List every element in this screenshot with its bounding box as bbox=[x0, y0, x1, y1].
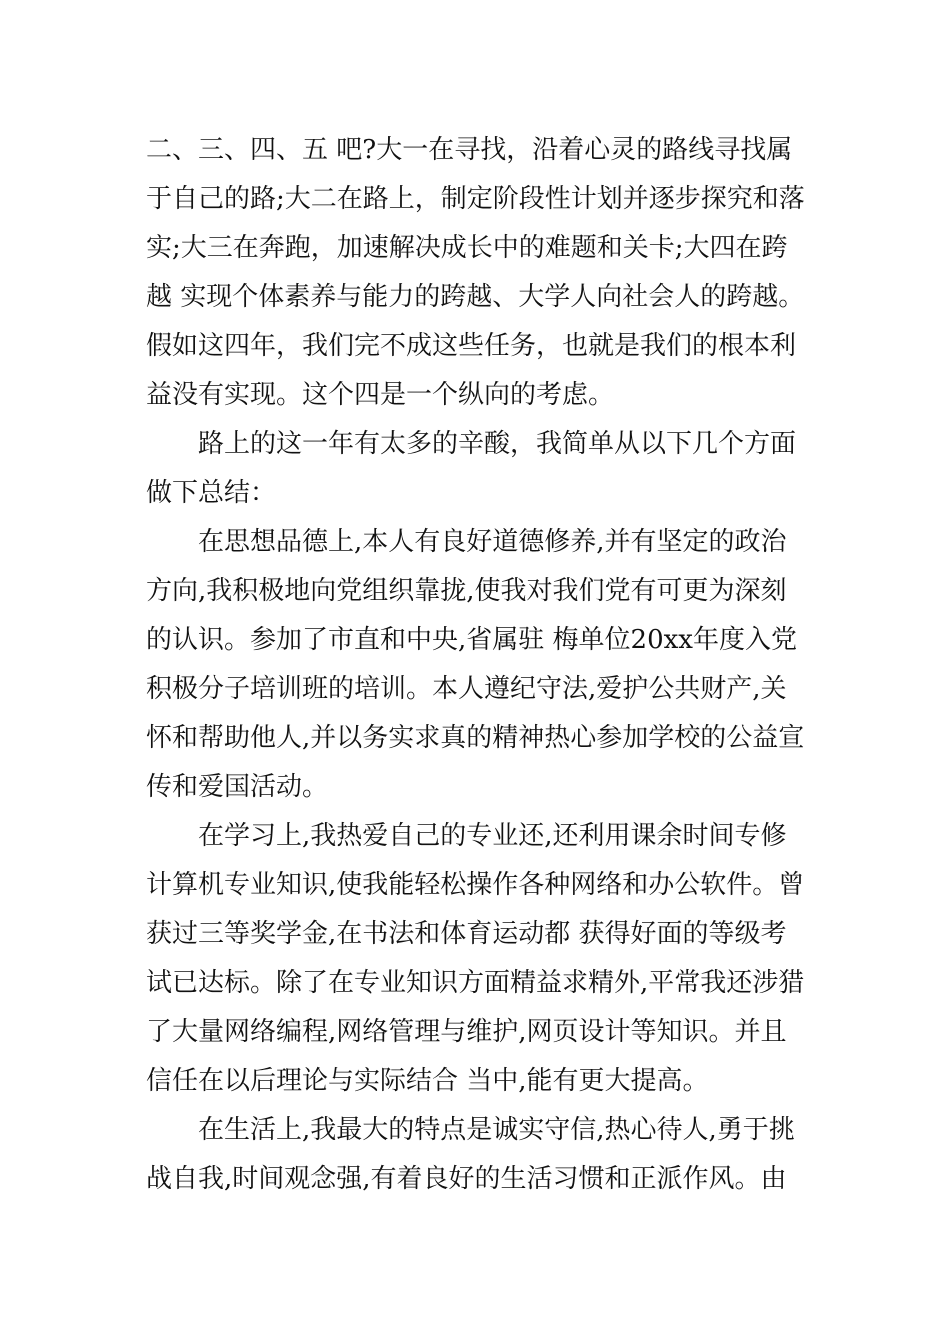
document-body bbox=[146, 126, 810, 1204]
paragraph-2: 路上的这一年有太多的辛酸，我简单从以下几个方面做下总结： bbox=[146, 429, 797, 508]
paragraph-1: 二、三、四、五 吧?大一在寻找，沿着心灵的路线寻找属于自己的路;大二在路上，制定阶段性计划并逐步探究和落实;大三在奔跑，加速解决成长中的难题和关卡;大四在跨越 实现个体素养与能力的跨越、大学人向社会人的跨越。假如这四年，我们完不成这些任务，也就是我们的根本利益没有实现。这个四是一个纵向的考虑。 bbox=[146, 135, 805, 410]
paragraph-5: 在生活上,我最大的特点是诚实守信,热心待人,勇于挑战自我,时间观念强,有着良好的生活习惯和正派作风。由 bbox=[146, 1115, 795, 1194]
paragraph-4: 在学习上,我热爱自己的专业还,还利用课余时间专修计算机专业知识,使我能轻松操作各种网络和办公软件。曾获过三等奖学金,在书法和体育运动都 获得好面的等级考试已达标。除了在专业知识方面精益求精外,平常我还涉猎了大量网络编程,网络管理与维护,网页设计等知识。并且信任在以后理论与实际结合 当中,能有更大提高。 bbox=[146, 821, 805, 1096]
paragraph-3: 在思想品德上,本人有良好道德修养,并有坚定的政治方向,我积极地向党组织靠拢,使我对我们党有可更为深刻的认识。参加了市直和中央,省属驻 梅单位20xx年度入党积极分子培训班的培训。本人遵纪守法,爱护公共财产,关怀和帮助他人,并以务实求真的精神热心参加学校的公益宣传和爱国活动。 bbox=[146, 527, 805, 802]
